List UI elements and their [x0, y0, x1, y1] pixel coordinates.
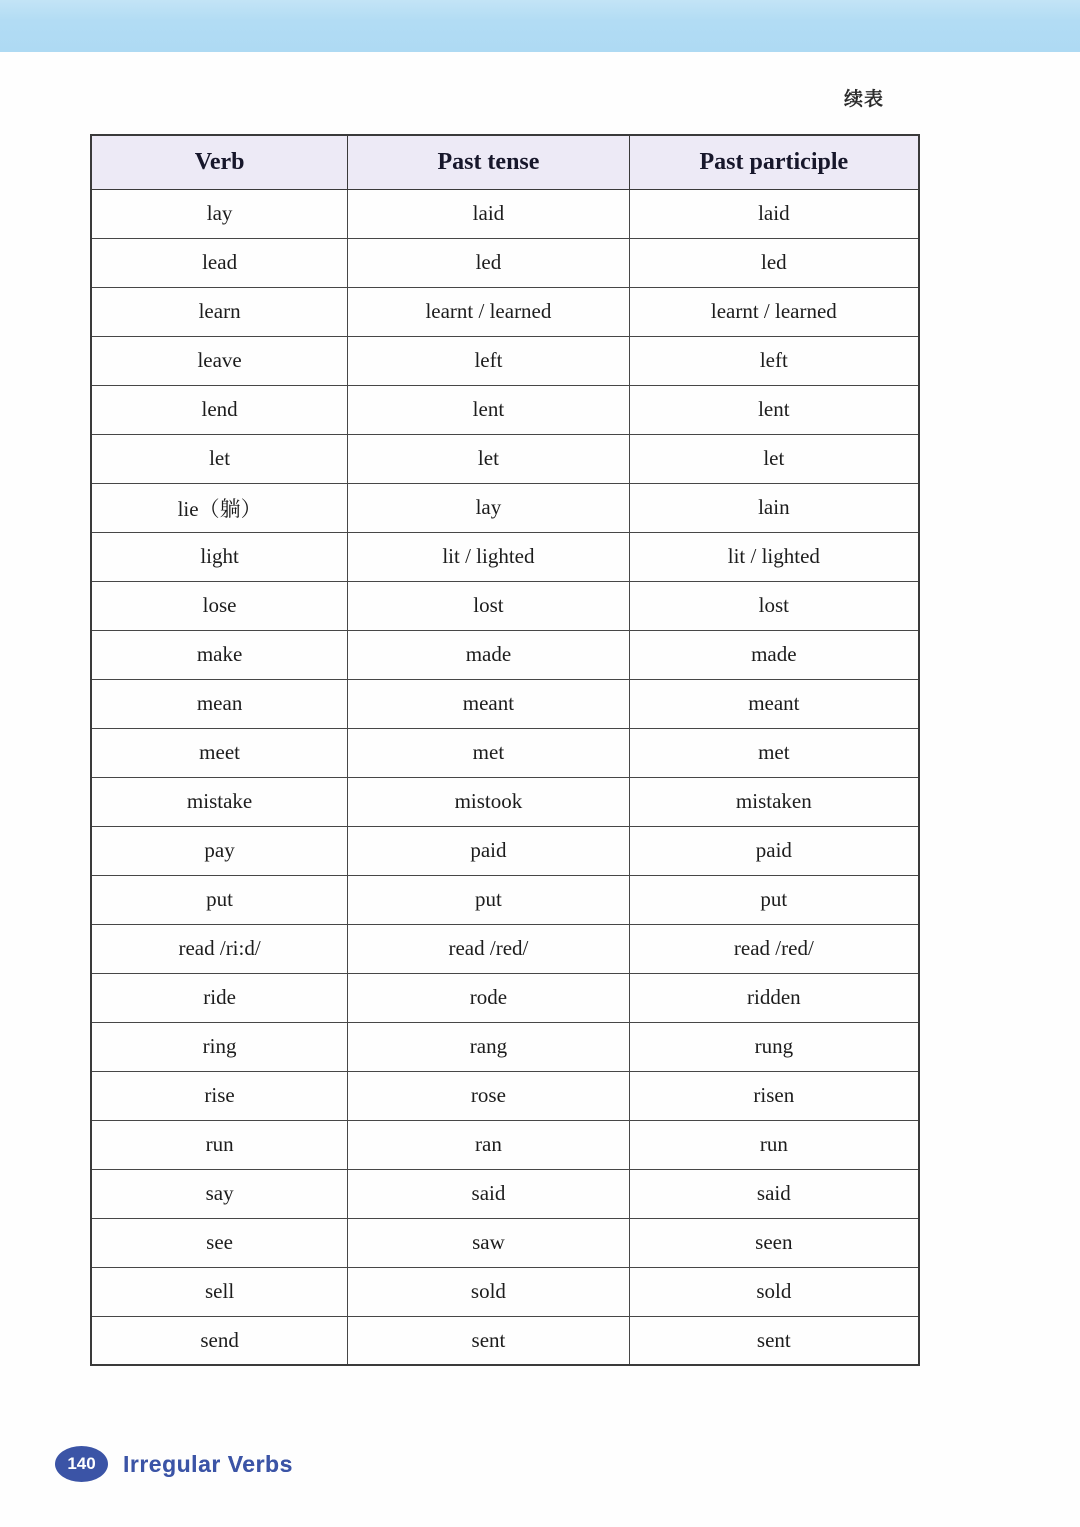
table-row — [91, 875, 919, 924]
cell-past-tense: lost — [348, 581, 630, 630]
header-verb: Verb — [91, 135, 348, 189]
table-row — [91, 630, 919, 679]
cell-past-tense: rode — [348, 973, 630, 1022]
cell-verb: make — [91, 630, 348, 679]
table-header-row — [91, 135, 919, 189]
cell-past-tense: left — [348, 336, 630, 385]
cell-past-tense: paid — [348, 826, 630, 875]
table-row — [91, 1071, 919, 1120]
continued-table-label: 续表 — [843, 89, 884, 110]
page-footer — [55, 1446, 293, 1482]
table-row — [91, 728, 919, 777]
cell-past-tense: ran — [348, 1120, 630, 1169]
cell-past-participle: lost — [629, 581, 919, 630]
cell-verb: lay — [91, 189, 348, 238]
cell-past-tense: sold — [348, 1267, 630, 1316]
irregular-verbs-table — [90, 134, 920, 1366]
table-row — [91, 1316, 919, 1365]
table-row — [91, 581, 919, 630]
cell-verb: see — [91, 1218, 348, 1267]
cell-past-participle: paid — [629, 826, 919, 875]
cell-past-tense: lent — [348, 385, 630, 434]
header-past-participle: Past participle — [629, 135, 919, 189]
cell-verb: mean — [91, 679, 348, 728]
cell-verb: send — [91, 1316, 348, 1365]
table-row — [91, 1022, 919, 1071]
cell-verb: sell — [91, 1267, 348, 1316]
cell-past-tense: made — [348, 630, 630, 679]
cell-verb: lend — [91, 385, 348, 434]
cell-verb: put — [91, 875, 348, 924]
cell-past-participle: put — [629, 875, 919, 924]
cell-verb: pay — [91, 826, 348, 875]
cell-past-participle: read /red/ — [629, 924, 919, 973]
table-row — [91, 777, 919, 826]
cell-past-tense: put — [348, 875, 630, 924]
table-row — [91, 973, 919, 1022]
table-row — [91, 679, 919, 728]
page-number-badge: 140 — [55, 1446, 108, 1482]
cell-past-participle: said — [629, 1169, 919, 1218]
cell-verb: run — [91, 1120, 348, 1169]
cell-past-participle: run — [629, 1120, 919, 1169]
table-row — [91, 385, 919, 434]
cell-verb: lose — [91, 581, 348, 630]
cell-verb: read /ri:d/ — [91, 924, 348, 973]
table-row — [91, 1267, 919, 1316]
cell-past-tense: mistook — [348, 777, 630, 826]
cell-verb: learn — [91, 287, 348, 336]
cell-verb: say — [91, 1169, 348, 1218]
cell-past-tense: let — [348, 434, 630, 483]
header-past-tense: Past tense — [348, 135, 630, 189]
cell-past-participle: sent — [629, 1316, 919, 1365]
cell-past-participle: let — [629, 434, 919, 483]
table-row — [91, 336, 919, 385]
cell-past-participle: risen — [629, 1071, 919, 1120]
cell-past-participle: learnt / learned — [629, 287, 919, 336]
cell-past-tense: learnt / learned — [348, 287, 630, 336]
cell-past-participle: sold — [629, 1267, 919, 1316]
table-row — [91, 1169, 919, 1218]
cell-past-participle: lain — [629, 483, 919, 532]
cell-verb: rise — [91, 1071, 348, 1120]
cell-past-participle: met — [629, 728, 919, 777]
verb-table-body — [91, 189, 919, 1365]
cell-past-tense: meant — [348, 679, 630, 728]
cell-past-participle: lent — [629, 385, 919, 434]
cell-verb: meet — [91, 728, 348, 777]
table-row — [91, 434, 919, 483]
table-row — [91, 532, 919, 581]
table-row — [91, 924, 919, 973]
cell-verb: ring — [91, 1022, 348, 1071]
top-banner — [0, 0, 1080, 52]
cell-past-participle: laid — [629, 189, 919, 238]
cell-verb: light — [91, 532, 348, 581]
table-row — [91, 287, 919, 336]
cell-past-participle: lit / lighted — [629, 532, 919, 581]
cell-verb: leave — [91, 336, 348, 385]
cell-past-tense: rose — [348, 1071, 630, 1120]
section-title: Irregular Verbs — [123, 1450, 293, 1477]
cell-verb: let — [91, 434, 348, 483]
cell-past-participle: ridden — [629, 973, 919, 1022]
cell-past-participle: made — [629, 630, 919, 679]
cell-past-participle: meant — [629, 679, 919, 728]
cell-past-participle: rung — [629, 1022, 919, 1071]
table-row — [91, 483, 919, 532]
cell-verb: lead — [91, 238, 348, 287]
cell-past-tense: lay — [348, 483, 630, 532]
table-row — [91, 238, 919, 287]
cell-past-participle: seen — [629, 1218, 919, 1267]
table-row — [91, 1120, 919, 1169]
cell-past-participle: led — [629, 238, 919, 287]
cell-past-tense: laid — [348, 189, 630, 238]
cell-verb: ride — [91, 973, 348, 1022]
cell-past-participle: mistaken — [629, 777, 919, 826]
cell-past-tense: rang — [348, 1022, 630, 1071]
cell-past-tense: led — [348, 238, 630, 287]
cell-past-tense: met — [348, 728, 630, 777]
cell-past-tense: saw — [348, 1218, 630, 1267]
table-row — [91, 826, 919, 875]
cell-past-tense: sent — [348, 1316, 630, 1365]
cell-verb: mistake — [91, 777, 348, 826]
cell-verb: lie（躺） — [91, 483, 348, 532]
cell-past-tense: read /red/ — [348, 924, 630, 973]
table-row — [91, 1218, 919, 1267]
cell-past-tense: lit / lighted — [348, 532, 630, 581]
table-row — [91, 189, 919, 238]
cell-past-participle: left — [629, 336, 919, 385]
cell-past-tense: said — [348, 1169, 630, 1218]
